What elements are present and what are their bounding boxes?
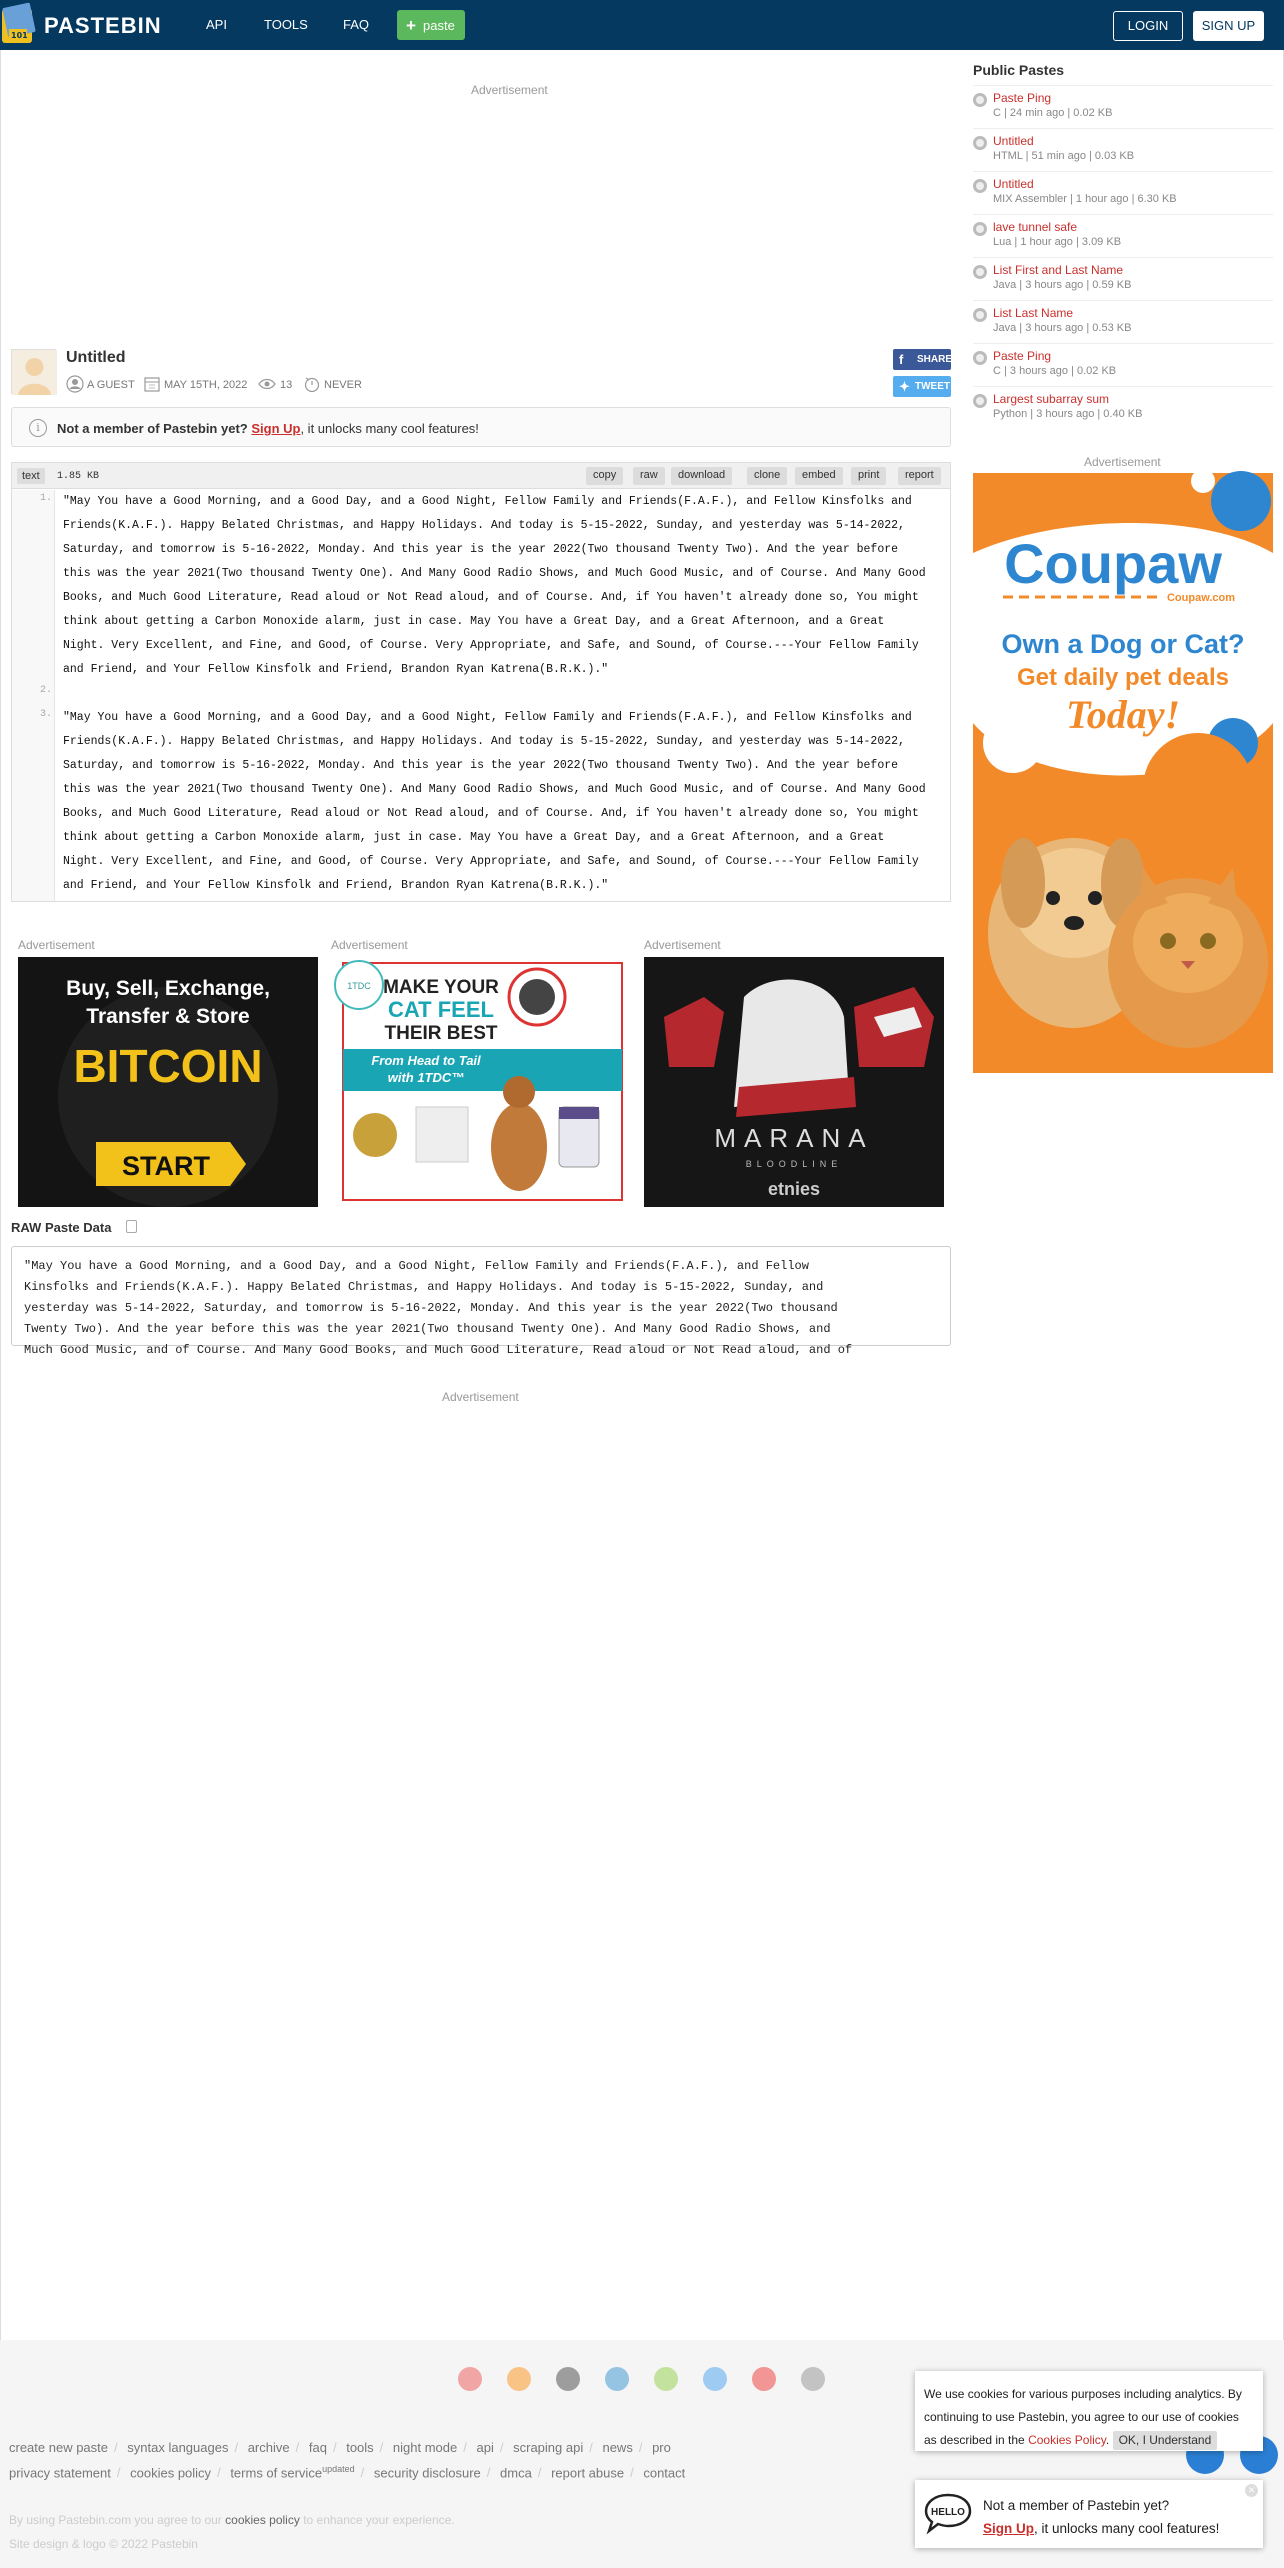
public-paste-meta: HTML | 51 min ago | 0.03 KB xyxy=(993,150,1135,162)
public-paste-item[interactable] xyxy=(973,171,1273,214)
ad-label-3: Advertisement xyxy=(644,938,721,952)
code-text: "May You have a Good Morning, and a Good Day, and a Good Night, Fellow Family and Friends(F.A.F.), and Fellow Kinsfolks and xyxy=(63,711,912,724)
public-paste-item[interactable] xyxy=(973,386,1273,429)
guest-avatar xyxy=(11,349,56,394)
raw-line: yesterday was 5-14-2022, Saturday, and tomorrow is 5-16-2022, Monday. And this year is the year 2022(Two thousand xyxy=(24,1301,838,1315)
public-paste-meta: Java | 3 hours ago | 0.59 KB xyxy=(993,279,1132,291)
paste-size: 1.85 KB xyxy=(57,471,100,482)
public-paste-meta: MIX Assembler | 1 hour ago | 6.30 KB xyxy=(993,193,1177,205)
footer-link-tools[interactable]: tools xyxy=(346,2440,374,2455)
code-text: Friends(K.A.F.). Happy Belated Christmas, and Happy Holidays. And today is 5-15-2022, Sunday, and yesterday was 5-14-2022, xyxy=(63,519,905,532)
public-paste-meta: Python | 3 hours ago | 0.40 KB xyxy=(993,408,1143,420)
footer-link-security[interactable]: security disclosure xyxy=(373,2465,481,2481)
cat-line3: THEIR BEST xyxy=(384,1023,498,1044)
syntax-tag[interactable]: text xyxy=(17,468,45,484)
notice-bold: Not a member of Pastebin yet? xyxy=(57,421,248,436)
ad-label-1: Advertisement xyxy=(18,938,95,952)
public-paste-item[interactable] xyxy=(973,85,1273,128)
public-pastes-title: Public Pastes xyxy=(973,62,1065,78)
signup-notice xyxy=(11,407,951,447)
signup-button[interactable]: SIGN UP xyxy=(1193,11,1264,41)
footer-link-pro[interactable]: pro xyxy=(652,2440,671,2455)
facebook-share-button[interactable] xyxy=(893,349,951,370)
footer-links-row-1: create new paste / syntax languages / archive / faq / tools / night mode / api / scraping api / news / pro xyxy=(9,2440,671,2455)
code-text: this was the year 2021(Two thousand Twenty One). And Many Good Radio Shows, and Much Good Music, and of Course. And Many Good xyxy=(63,567,926,580)
paste-icon xyxy=(973,265,987,279)
nav-api[interactable]: API xyxy=(206,17,227,32)
cookie-ok-button[interactable]: OK, I Understand xyxy=(1113,2431,1218,2450)
svg-text:101: 101 xyxy=(11,31,28,40)
share-label: SHARE xyxy=(917,354,953,365)
code-toolbar xyxy=(12,463,950,489)
coupaw-brand: Coupaw xyxy=(1004,532,1222,595)
cat-line1: MAKE YOUR xyxy=(383,977,499,998)
footer-link-cookies[interactable]: cookies policy xyxy=(130,2465,212,2481)
cookie-text: We use cookies for various purposes including analytics. By continuing to use Pastebin, you agree to our use of cookies as described in the xyxy=(924,2387,1242,2447)
paste-date: MAY 15TH, 2022 xyxy=(164,379,248,391)
hello-text xyxy=(983,2494,1219,2540)
paste-icon xyxy=(973,93,987,107)
code-box xyxy=(11,462,951,902)
paste-icon xyxy=(973,308,987,322)
code-text: this was the year 2021(Two thousand Twenty One). And Many Good Radio Shows, and Much Good Music, and of Course. And Many Good xyxy=(63,783,926,796)
public-paste-meta: Lua | 1 hour ago | 3.09 KB xyxy=(993,236,1122,248)
public-paste-name[interactable]: Paste Ping xyxy=(993,91,1052,105)
plus-icon: + xyxy=(406,16,416,35)
agree-pre: By using Pastebin.com you agree to our xyxy=(9,2513,222,2527)
footer-link-syntax[interactable]: syntax languages xyxy=(127,2440,229,2455)
macos-icon[interactable] xyxy=(703,2367,727,2391)
footer-link-create[interactable]: create new paste xyxy=(9,2440,109,2455)
footer-link-faq[interactable]: faq xyxy=(308,2440,327,2455)
footer-agreement xyxy=(9,2513,455,2527)
logo-text[interactable]: PASTEBIN xyxy=(44,13,162,38)
code-text: Friends(K.A.F.). Happy Belated Christmas, and Happy Holidays. And today is 5-15-2022, Sunday, and yesterday was 5-14-2022, xyxy=(63,735,905,748)
cat-supplement-ad[interactable] xyxy=(331,957,631,1207)
eye-icon xyxy=(258,375,276,393)
public-paste-item[interactable] xyxy=(973,214,1273,257)
footer-link-scraping[interactable]: scraping api xyxy=(513,2440,584,2455)
raw-button[interactable]: raw xyxy=(633,467,665,485)
footer-link-news[interactable]: news xyxy=(602,2440,633,2455)
footer-link-contact[interactable]: contact xyxy=(643,2465,686,2481)
hello-signup-link[interactable]: Sign Up xyxy=(983,2521,1034,2536)
public-paste-name[interactable]: Paste Ping xyxy=(993,349,1052,363)
footer-link-archive[interactable]: archive xyxy=(247,2440,290,2455)
agree-post: to enhance your experience. xyxy=(303,2513,455,2527)
code-text: Saturday, and tomorrow is 5-16-2022, Monday. And this year is the year 2022(Two thousand Twenty Two). And the year before xyxy=(63,543,899,556)
coupaw-line2: Get daily pet deals xyxy=(1016,664,1230,691)
linux-icon[interactable] xyxy=(801,2367,825,2391)
info-icon: i xyxy=(29,419,47,437)
cookie-policy-link[interactable]: Cookies Policy xyxy=(1028,2433,1106,2447)
code-line-1 xyxy=(63,490,953,682)
ios-icon[interactable] xyxy=(556,2367,580,2391)
facebook-icon: f xyxy=(899,352,904,367)
paste-title: Untitled xyxy=(66,349,126,366)
shoe-ad-graphic xyxy=(644,957,944,1207)
footer-link-dmca[interactable]: dmca xyxy=(500,2465,532,2481)
paste-icon xyxy=(973,179,987,193)
download-button[interactable]: download xyxy=(671,467,732,485)
firefox-icon[interactable] xyxy=(507,2367,531,2391)
etnies-shoe-ad[interactable] xyxy=(644,957,944,1207)
public-paste-item[interactable] xyxy=(973,343,1273,386)
public-paste-item[interactable] xyxy=(973,257,1273,300)
code-text: think about getting a Carbon Monoxide alarm, just in case. May You have a Great Day, and a Great Afternoon, and a Great xyxy=(63,615,885,628)
coupaw-ad-graphic xyxy=(973,473,1273,1073)
paste-icon xyxy=(973,222,987,236)
agree-cookies-link[interactable]: cookies policy xyxy=(225,2513,300,2527)
notice-signup-link[interactable]: Sign Up xyxy=(251,421,301,436)
signup-hello-popup xyxy=(915,2480,1263,2548)
public-paste-meta: C | 24 min ago | 0.02 KB xyxy=(993,107,1113,119)
chrome-icon[interactable] xyxy=(458,2367,482,2391)
code-text: "May You have a Good Morning, and a Good Day, and a Good Night, Fellow Family and Friends(F.A.F.), and Fellow Kinsfolks and xyxy=(63,495,912,508)
cat-band: From Head to Tail xyxy=(371,1053,481,1068)
public-paste-item[interactable] xyxy=(973,300,1273,343)
shoe-brand: etnies xyxy=(767,1179,821,1199)
expire-timer-icon xyxy=(303,375,321,393)
public-paste-name[interactable]: List First and Last Name xyxy=(993,263,1124,277)
public-paste-item[interactable] xyxy=(973,128,1273,171)
hello-line1: Not a member of Pastebin yet? xyxy=(983,2498,1170,2513)
code-text: Books, and Much Good Literature, Read aloud or Not Read aloud, and of Course. And, if You haven't already done so, You might xyxy=(63,591,919,604)
public-paste-name[interactable]: Untitled xyxy=(993,177,1034,191)
new-paste-label: paste xyxy=(423,18,455,33)
twitter-tweet-button[interactable] xyxy=(893,376,951,397)
bitcoin-line2: Transfer & Store xyxy=(86,1005,250,1028)
raw-line: Kinsfolks and Friends(K.A.F.). Happy Belated Christmas, and Happy Holidays. And today is 5-15-2022, Sunday, and xyxy=(24,1280,824,1294)
paste-icon xyxy=(973,136,987,150)
footer-link-api[interactable]: api xyxy=(476,2440,494,2455)
code-text: and Friend, and Your Fellow Kinsfolk and Friend, Brandon Ryan Katrena(B.R.K.)." xyxy=(63,879,609,892)
line-gutter xyxy=(12,490,55,901)
top-header xyxy=(0,0,1284,50)
raw-line: Much Good Music, and of Course. And Many Good Books, and Much Good Literature, Read aloud or Not Read aloud, and of xyxy=(24,1343,853,1357)
shoe-sub: BLOODLINE xyxy=(745,1159,843,1169)
footer-link-night[interactable]: night mode xyxy=(392,2440,458,2455)
nav-faq[interactable]: FAQ xyxy=(343,17,370,32)
paste-icon xyxy=(973,351,987,365)
paste-author[interactable]: A GUEST xyxy=(87,379,135,391)
coupaw-line3: Today! xyxy=(1065,692,1181,737)
cat-band2: with 1TDC™ xyxy=(387,1070,465,1085)
public-paste-name[interactable]: Largest subarray sum xyxy=(993,392,1110,406)
report-button[interactable]: report xyxy=(898,467,941,485)
twitter-bird-icon: ✦ xyxy=(899,379,910,394)
bitcoin-start: START xyxy=(122,1151,210,1181)
user-avatar-icon xyxy=(12,350,57,395)
notice-rest: , it unlocks many cool features! xyxy=(300,421,479,436)
code-line-3 xyxy=(63,706,953,898)
public-paste-meta: Java | 3 hours ago | 0.53 KB xyxy=(993,322,1132,334)
login-button[interactable]: LOGIN xyxy=(1113,11,1183,41)
paste-icon xyxy=(973,394,987,408)
android-icon[interactable] xyxy=(654,2367,678,2391)
code-text: and Friend, and Your Fellow Kinsfolk and Friend, Brandon Ryan Katrena(B.R.K.)." xyxy=(63,663,609,676)
paste-views: 13 xyxy=(280,379,293,391)
line-number: 3. xyxy=(39,709,52,720)
footer-links-row-2: privacy statement / cookies policy / terms of service$^{updated}$ / security disclosure / dmca / report abuse / contact xyxy=(9,2464,686,2481)
clone-button[interactable]: clone xyxy=(747,467,787,485)
updated-badge: updated xyxy=(322,2464,355,2474)
pastebin-logo-icon[interactable] xyxy=(0,3,38,45)
public-paste-meta: C | 3 hours ago | 0.02 KB xyxy=(993,365,1117,377)
nav-tools[interactable]: TOOLS xyxy=(264,17,308,32)
user-icon xyxy=(66,375,84,393)
ad-label-side: Advertisement xyxy=(1084,455,1161,469)
raw-paste-textarea[interactable] xyxy=(11,1246,951,1357)
bitcoin-ad-graphic xyxy=(18,957,318,1207)
raw-line: Twenty Two). And the year before this was the year 2021(Two thousand Twenty One). And Many Good Radio Shows, and xyxy=(24,1322,831,1336)
raw-paste-label: RAW Paste Data xyxy=(11,1220,112,1235)
bitcoin-ad[interactable] xyxy=(18,957,318,1207)
cat-line2: CAT FEEL xyxy=(388,997,494,1022)
public-paste-name[interactable]: lave tunnel safe xyxy=(993,220,1078,234)
hello-speech-bubble-icon xyxy=(923,2492,973,2534)
public-paste-name[interactable]: List Last Name xyxy=(993,306,1074,320)
close-icon[interactable]: ✕ xyxy=(1245,2484,1258,2497)
coupaw-ad[interactable] xyxy=(973,473,1273,1073)
footer-link-terms[interactable]: terms of service xyxy=(230,2465,323,2481)
line-number: 2. xyxy=(39,685,52,696)
footer-link-privacy[interactable]: privacy statement xyxy=(9,2465,111,2481)
raw-copy-icon[interactable] xyxy=(126,1220,137,1233)
bitcoin-line1: Buy, Sell, Exchange, xyxy=(66,977,270,1000)
ad-label-top: Advertisement xyxy=(471,83,548,97)
cookie-consent-popup: We use cookies for various purposes including analytics. By continuing to use Pastebin, you agree to our use of cookies as described in the Cookies Policy. OK, I Understand xyxy=(915,2371,1263,2451)
windows-icon[interactable] xyxy=(605,2367,629,2391)
ad-label-bottom: Advertisement xyxy=(442,1390,519,1404)
coupaw-site: Coupaw.com xyxy=(1166,592,1236,604)
cat-ad-graphic xyxy=(331,957,631,1207)
calendar-icon xyxy=(143,375,161,393)
code-text: Books, and Much Good Literature, Read aloud or Not Read aloud, and of Course. And, if You haven't already done so, You might xyxy=(63,807,919,820)
footer-link-report[interactable]: report abuse xyxy=(551,2465,625,2481)
code-text: Saturday, and tomorrow is 5-16-2022, Monday. And this year is the year 2022(Two thousand Twenty Two). And the year before xyxy=(63,759,899,772)
raw-line: "May You have a Good Morning, and a Good Day, and a Good Night, Fellow Family and Friends(F.A.F.), and Fellow xyxy=(24,1259,809,1273)
cat-logo: 1TDC xyxy=(347,981,371,991)
paste-expire: NEVER xyxy=(324,379,362,391)
coupaw-line1: Own a Dog or Cat? xyxy=(1001,629,1245,659)
print-button[interactable]: print xyxy=(851,467,886,485)
footer-copyright: Site design & logo © 2022 Pastebin xyxy=(9,2537,198,2551)
copy-button[interactable]: copy xyxy=(586,467,623,485)
notice-text xyxy=(57,421,479,436)
shoe-word: MARANA xyxy=(714,1123,874,1153)
hello-rest: , it unlocks many cool features! xyxy=(1034,2521,1220,2536)
opera-icon[interactable] xyxy=(752,2367,776,2391)
ad-label-2: Advertisement xyxy=(331,938,408,952)
line-number: 1. xyxy=(39,493,52,504)
code-text: Night. Very Excellent, and Fine, and Good, of Course. Very Appropriate, and Safe, and Sound, of Course.---Your Fellow Family xyxy=(63,855,919,868)
svg-text:HELLO: HELLO xyxy=(931,2507,965,2518)
code-text: Night. Very Excellent, and Fine, and Good, of Course. Very Appropriate, and Safe, and Sound, of Course.---Your Fellow Family xyxy=(63,639,919,652)
embed-button[interactable]: embed xyxy=(795,467,843,485)
tweet-label: TWEET xyxy=(915,381,950,392)
public-paste-name[interactable]: Untitled xyxy=(993,134,1034,148)
new-paste-button[interactable] xyxy=(397,10,465,40)
code-text: think about getting a Carbon Monoxide alarm, just in case. May You have a Great Day, and a Great Afternoon, and a Great xyxy=(63,831,885,844)
bitcoin-big: BITCOIN xyxy=(73,1040,263,1092)
